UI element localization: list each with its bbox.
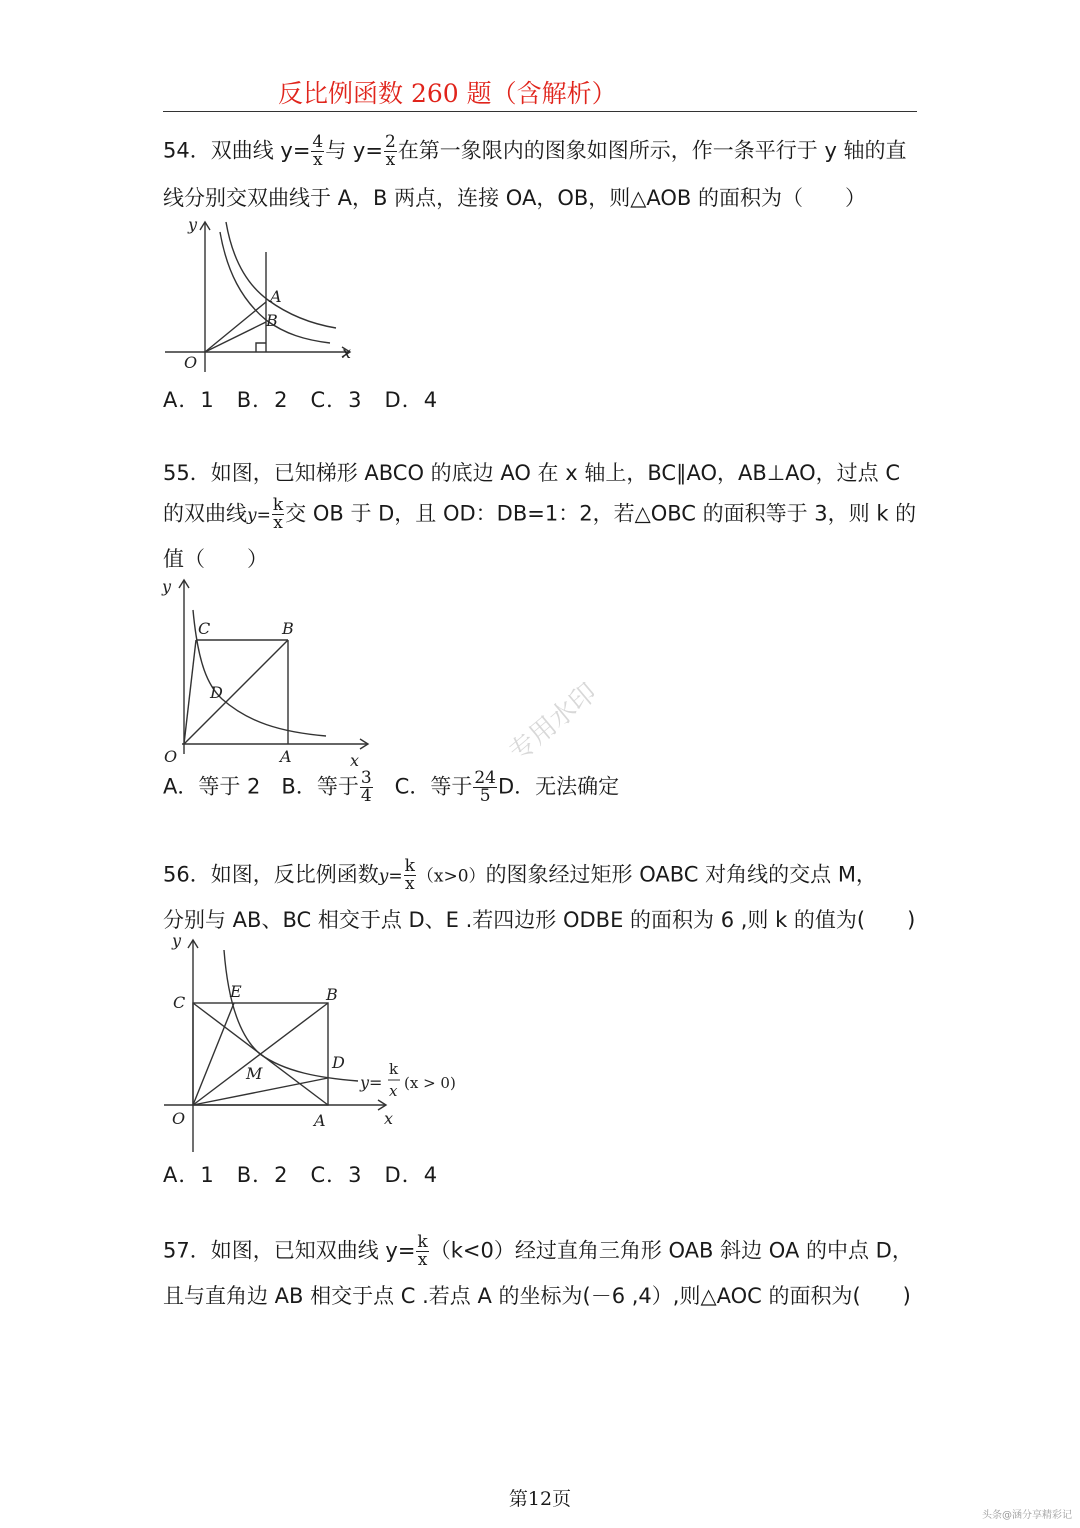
q55-label-b: B <box>282 619 294 638</box>
title-underline <box>163 111 917 112</box>
q56-fn-label-num: k <box>389 1060 399 1078</box>
q55-segment-oc <box>184 640 196 744</box>
q55-line1: 55．如图，已知梯形 ABCO 的底边 AO 在 x 轴上，BC∥AO，AB⊥AO，过点 C <box>163 461 900 485</box>
q55-formula-lhs: y= <box>247 505 271 526</box>
q54-line1 <box>163 134 907 169</box>
q55-label-c: C <box>198 619 211 638</box>
q56-fn-label-cond: (x > 0) <box>404 1074 456 1092</box>
q54-text-b: 与 y= <box>325 138 383 163</box>
q55-options <box>163 770 619 805</box>
q55-label-d: D <box>210 683 223 702</box>
q55-hyperbola <box>193 610 326 736</box>
q56-line1: 56．如图，反比例函数y= $\frac{k}{x}$ （x>0）的图象经过矩形 OABC 对角线的交点 M， <box>163 856 877 894</box>
q55-figure <box>160 574 375 770</box>
q56-label-m: M <box>246 1064 263 1083</box>
q56-fraction-kx: $\frac{k}{x}$ <box>404 856 415 894</box>
q57-line2: 且与直角边 AB 相交于点 C .若点 A 的坐标为(－6 ,4）,则△AOC 的面积为( ) <box>163 1284 911 1308</box>
q55-label-o: O <box>164 747 178 766</box>
q54-text-a: 54．双曲线 y= <box>163 138 311 163</box>
q56-label-o: O <box>172 1109 186 1128</box>
q56-line2: 分别与 AB、BC 相交于点 D、E .若四边形 ODBE 的面积为 6 ,则 k 的值为( ) <box>163 908 916 932</box>
q55-option-d: D．无法确定 <box>497 774 620 799</box>
q56-label-a: A <box>314 1111 326 1130</box>
watermark-corner: 头条@涵分享精彩记 <box>982 1510 1072 1521</box>
q54-label-o: O <box>184 353 198 372</box>
q56-fn-label-den: x <box>389 1082 398 1100</box>
q56-formula-lhs: y= <box>378 866 403 887</box>
q54-fraction-1: $\frac{4}{x}$ <box>312 132 324 170</box>
q56-label-b: B <box>326 985 338 1004</box>
q54-figure <box>160 212 360 377</box>
watermark-stamp: 专用水印 <box>503 677 603 768</box>
q55-line2: 的双曲线y= $\frac{k}{x}$ 交 OB 于 D，且 OD：DB=1：2，若△OBC 的面积等于 3，则 k 的 <box>163 495 917 533</box>
q54-line2: 线分别交双曲线于 A，B 两点，连接 OA，OB，则△AOB 的面积为（ ） <box>163 186 867 210</box>
q56-label-y: y <box>172 932 182 950</box>
document-title: 反比例函数 260 题（含解析） <box>278 79 617 108</box>
q56-condition: （x>0） <box>416 866 486 887</box>
q57-fraction-kx: $\frac{k}{x}$ <box>417 1232 428 1270</box>
q54-label-b: B <box>266 311 278 330</box>
q54-label-y: y <box>188 215 198 234</box>
q54-fraction-2: $\frac{2}{x}$ <box>384 132 396 170</box>
q54-options: A．1 B．2 C．3 D．4 <box>163 388 439 412</box>
q56-label-x: x <box>384 1109 394 1128</box>
q55-label-x: x <box>350 751 360 770</box>
q55-label-a: A <box>280 747 292 766</box>
page-number: 第12页 <box>508 1488 572 1510</box>
q57-line1: 57．如图，已知双曲线 y= $\frac{k}{x}$ （k<0）经过直角三角形 OAB 斜边 OA 的中点 D， <box>163 1232 913 1270</box>
q54-right-angle-mark <box>256 343 266 352</box>
q55-line3: 值（ ） <box>163 547 268 571</box>
q55-label-y: y <box>162 577 172 596</box>
q56-fn-label-lhs: y= <box>360 1073 383 1092</box>
q55-fraction-24-5: $\frac{24}{5}$ <box>474 768 496 806</box>
q54-curve-4x <box>226 222 336 328</box>
q54-label-a: A <box>270 287 282 306</box>
q56-label-c: C <box>173 993 186 1012</box>
q55-option-c: C．等于 <box>394 774 473 799</box>
q55-option-a: A．等于 2 <box>163 774 261 799</box>
q56-label-e: E <box>230 982 242 1001</box>
q54-label-x: x <box>342 343 352 362</box>
q56-options: A．1 B．2 C．3 D．4 <box>163 1163 439 1187</box>
q56-label-d: D <box>332 1053 345 1072</box>
q56-figure <box>160 932 465 1157</box>
q55-option-b: B．等于 <box>281 774 359 799</box>
q55-fraction-kx: $\frac{k}{x}$ <box>272 495 284 533</box>
q54-text-c: 在第一象限内的图象如图所示，作一条平行于 y 轴的直 <box>397 138 907 163</box>
q55-fraction-3-4: $\frac{3}{4}$ <box>360 768 372 806</box>
